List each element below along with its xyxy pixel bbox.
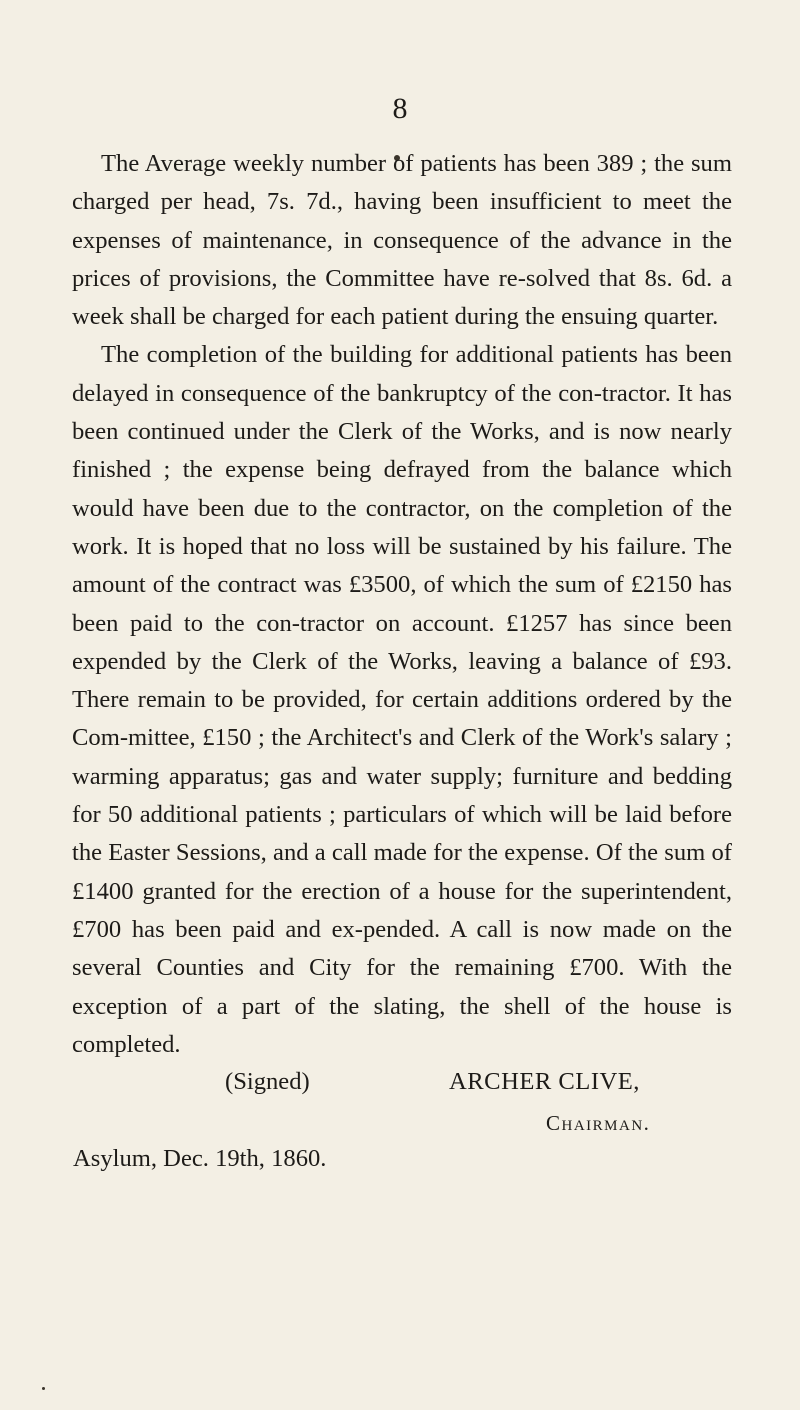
page-number: 8 bbox=[392, 92, 408, 125]
signer-name: ARCHER CLIVE, bbox=[449, 1068, 640, 1095]
signed-label: (Signed) bbox=[225, 1068, 310, 1095]
body-text bbox=[72, 145, 732, 1064]
paragraph-patients: The Average weekly number of patients has been 389 ; the sum charged per head, 7s. 7d., having been insufficient to meet the expenses of maintenance, in consequence of the advance in the prices of provisions, the Committee have re-solved that 8s. 6d. a week shall be charged for each patient during the ensuing quarter. bbox=[72, 150, 732, 331]
signature-line bbox=[0, 1063, 800, 1103]
place-date: Asylum, Dec. 19th, 1860. bbox=[73, 1145, 327, 1172]
paragraph-building: The completion of the building for additional patients has been delayed in consequence of the bankruptcy of the con-tractor. It has been continued under the Clerk of the Works, and is now nearly finished ; the expense being defrayed from the balance which would have been due to the contractor, on the completion of the work. It is hoped that no loss will be sustained by his failure. The amount of the contract was £3500, of which the sum of £2150 has been paid to the con-tractor on account. £1257 has since been expended by the Clerk of the Works, leaving a balance of £93. There remain to be provided, for certain additions ordered by the Com-mittee, £150 ; the Architect's and Clerk of the Work's salary ; warming apparatus; gas and water supply; furniture and bedding for 50 additional patients ; particulars of which will be laid before the Easter Sessions, and a call made for the expense. Of the sum of £1400 granted for the erection of a house for the superintendent, £700 has been paid and ex-pended. A call is now made on the several Counties and City for the remaining £700. With the exception of a part of the slating, the shell of the house is completed. bbox=[72, 341, 732, 1058]
signer-title: Chairman. bbox=[546, 1111, 651, 1135]
print-speck bbox=[42, 1387, 45, 1390]
